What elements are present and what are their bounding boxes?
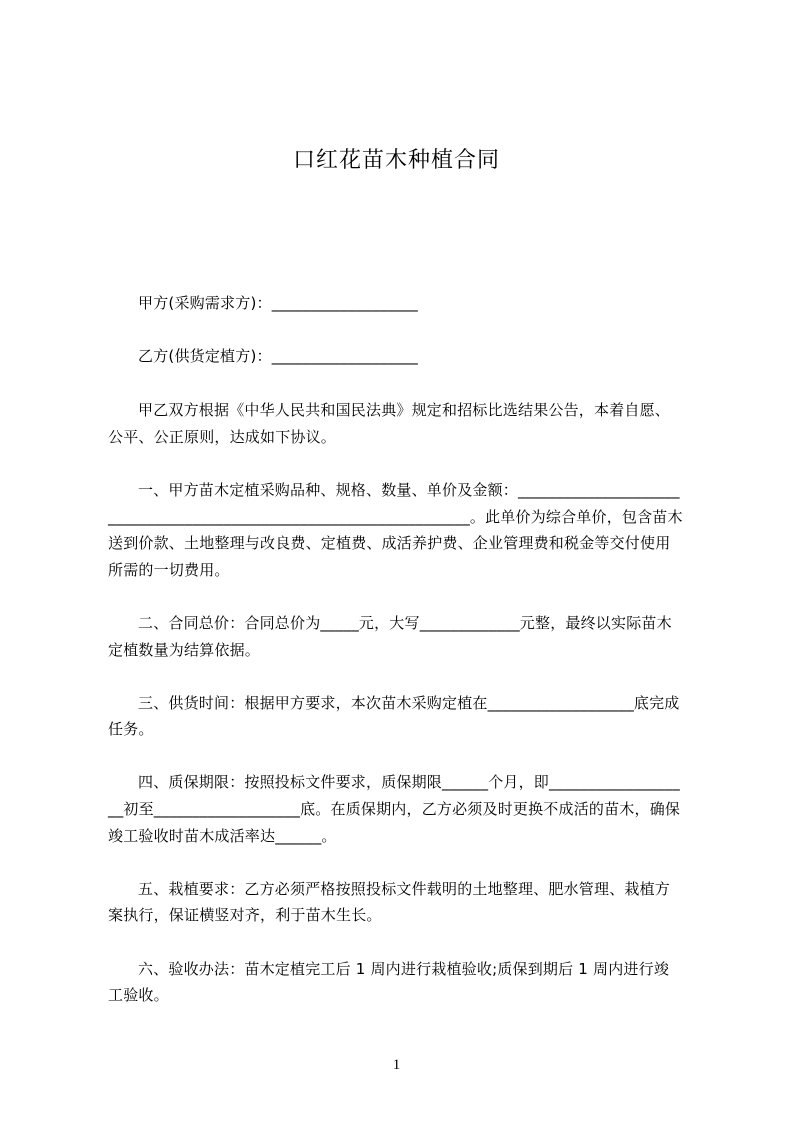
clause-1-line-4: 所需的一切费用。 [108, 561, 230, 579]
preamble-line-2: 公平、公正原则，达成如下协议。 [108, 428, 337, 446]
party-b-line: 乙方(供货定植方)：___________________ [138, 347, 419, 365]
clause-6-line-2: 工验收。 [108, 986, 169, 1004]
clause-1-line-3: 送到价款、土地整理与改良费、定植费、成活养护费、企业管理费和税金等交付使用 [108, 534, 671, 552]
clause-2-line-1: 二、合同总价：合同总价为_____元，大写_____________元整，最终以实际苗木 [138, 614, 672, 632]
preamble-line-1: 甲乙双方根据《中华人民共和国民法典》规定和招标比选结果公告，本着自愿、 [138, 401, 671, 419]
clause-4-line-3: 竣工验收时苗木成活率达______。 [108, 827, 337, 845]
page-number: 1 [392, 1057, 401, 1073]
clause-5-line-2: 案执行，保证横竖对齐，利于苗木生长。 [108, 906, 382, 924]
clause-3-line-2: 任务。 [108, 720, 154, 738]
clause-6-line-1: 六、验收办法：苗木定植完工后 1 周内进行栽植验收;质保到期后 1 周内进行竣 [138, 960, 670, 978]
document-title: 口红花苗木种植合同 [292, 148, 500, 173]
party-a-line: 甲方(采购需求方)：___________________ [138, 294, 419, 312]
clause-4-line-2: __初至___________________底。在质保期内，乙方必须及时更换不成活的苗木，确保 [108, 800, 681, 818]
clause-5-line-1: 五、栽植要求：乙方必须严格按照投标文件载明的土地整理、肥水管理、栽植方 [138, 880, 671, 898]
clause-1-line-2: _______________________________________________。此单价为综合单价，包含苗木 [108, 508, 683, 526]
clause-4-line-1: 四、质保期限：按照投标文件要求，质保期限______个月，即_________________ [138, 773, 680, 791]
clause-2-line-2: 定植数量为结算依据。 [108, 641, 261, 659]
clause-3-line-1: 三、供货时间：根据甲方要求，本次苗木采购定植在___________________底完成 [138, 694, 680, 712]
clause-1-line-1: 一、甲方苗木定植采购品种、规格、数量、单价及金额：_____________________ [138, 481, 680, 499]
